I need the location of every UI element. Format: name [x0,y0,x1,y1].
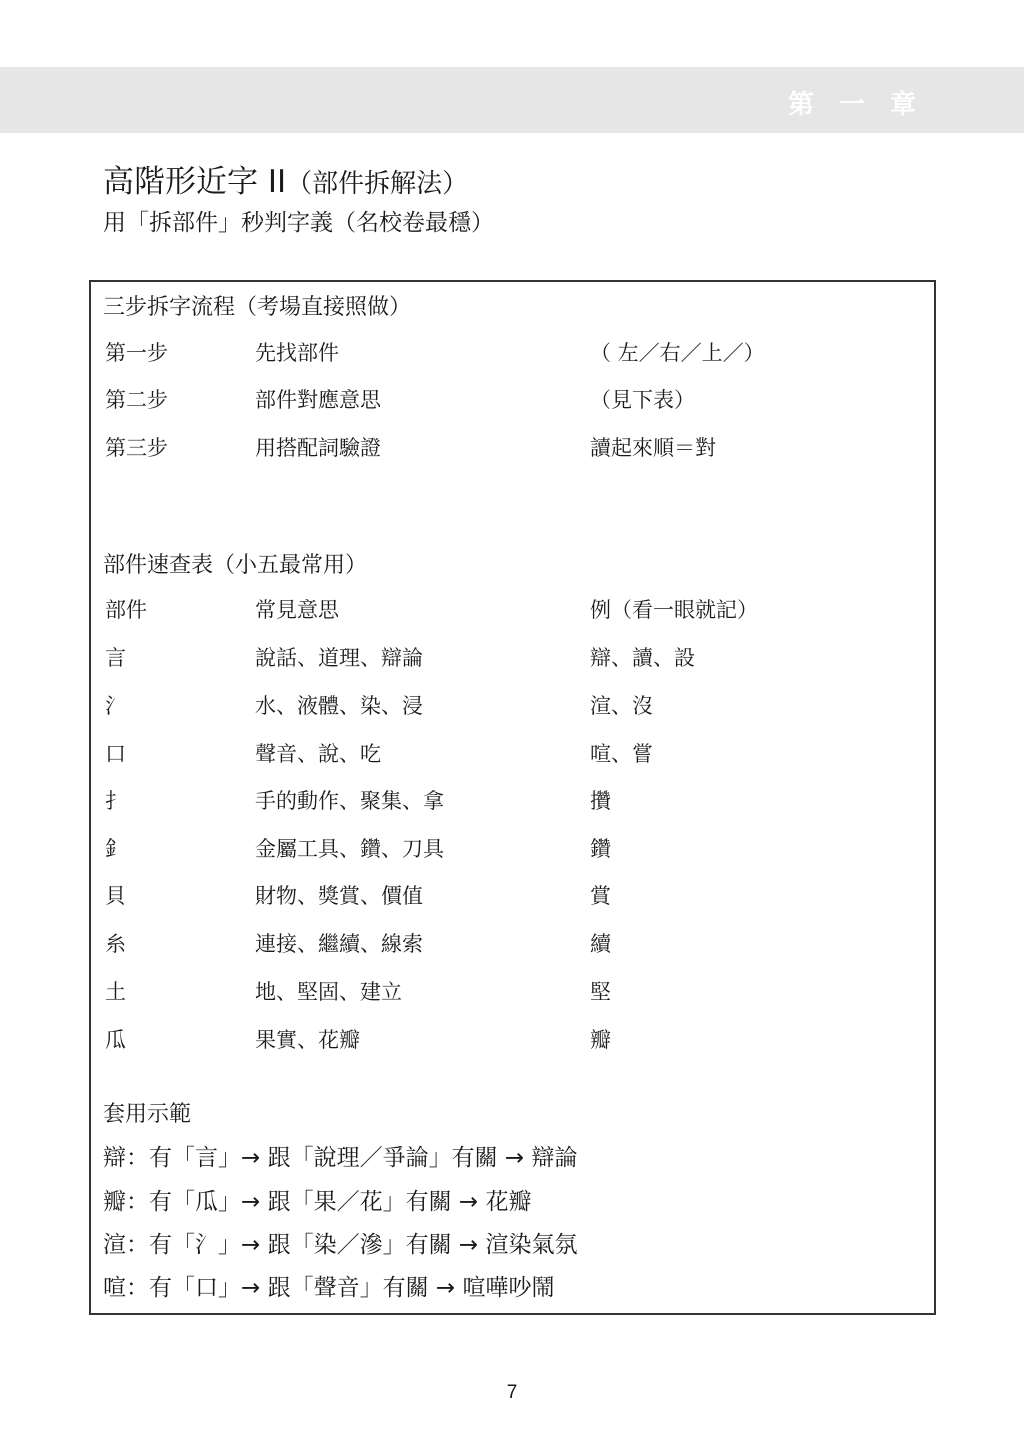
page-title-sub: （部件拆解法） [286,169,469,199]
table-row-radical: 貝 [105,884,126,908]
table-row-meaning: 財物、獎賞、價值 [255,884,423,908]
page-subtitle: 用「拆部件」秒判字義（名校卷最穩） [103,210,494,236]
column-header-radical: 部件 [105,598,147,622]
table-row-example: 鑽 [590,837,611,861]
step-3-action: 用搭配詞驗證 [255,436,381,460]
table-row-example: 喧、嘗 [590,742,653,766]
column-header-meaning: 常見意思 [255,598,339,622]
steps-heading: 三步拆字流程（考場直接照做） [103,295,412,320]
step-1-action: 先找部件 [255,341,339,365]
table-row-radical: 瓜 [105,1028,126,1052]
table-row-radical: 口 [105,742,126,766]
table-row-meaning: 水、液體、染、浸 [255,694,423,718]
table-row-meaning: 金屬工具、鑽、刀具 [255,837,444,861]
step-2-note: （見下表） [590,388,695,412]
step-2-action: 部件對應意思 [255,388,381,412]
table-row-example: 續 [590,932,611,956]
demo-heading: 套用示範 [103,1102,192,1127]
demo-line: 辯：有「言」→ 跟「說理／爭論」有關 → 辯論 [103,1145,578,1171]
page-title [103,156,468,201]
table-row-meaning: 連接、繼續、線索 [255,932,423,956]
column-header-example: 例（看一眼就記） [590,598,758,622]
table-row-example: 渲、沒 [590,694,653,718]
table-row-radical: 土 [105,980,126,1004]
table-row-example: 瓣 [590,1028,611,1052]
table-row-radical: 扌 [105,789,126,813]
table-row-radical: 釒 [105,837,126,861]
table-row-radical: 氵 [105,694,126,718]
table-row-meaning: 地、堅固、建立 [255,980,402,1004]
step-1-note: （ 左／右／上／） [590,341,765,365]
step-2-label: 第二步 [105,388,168,412]
table-row-meaning: 手的動作、聚集、拿 [255,789,444,813]
step-3-label: 第三步 [105,436,168,460]
step-1-label: 第一步 [105,341,168,365]
demo-line: 喧：有「口」→ 跟「聲音」有關 → 喧嘩吵鬧 [103,1275,555,1301]
table-row-example: 辯、讀、設 [590,646,695,670]
demo-line: 渲：有「氵」→ 跟「染／滲」有關 → 渲染氣氛 [103,1232,578,1258]
page-number: 7 [506,1382,518,1403]
table-row-radical: 言 [105,646,126,670]
table-row-meaning: 說話、道理、辯論 [255,646,423,670]
table-row-example: 攢 [590,789,611,813]
table-row-meaning: 聲音、說、吃 [255,742,381,766]
demo-line: 瓣：有「瓜」→ 跟「果／花」有關 → 花瓣 [103,1189,532,1215]
table-row-example: 堅 [590,980,611,1004]
table-row-meaning: 果實、花瓣 [255,1028,360,1052]
step-3-note: 讀起來順＝對 [590,436,716,460]
table-row-example: 賞 [590,884,611,908]
table-row-radical: 糸 [105,932,126,956]
page-title-main: 高階形近字 II [103,164,287,200]
chapter-label: 第 一 章 [787,90,924,120]
table-heading: 部件速查表（小五最常用） [103,553,368,578]
